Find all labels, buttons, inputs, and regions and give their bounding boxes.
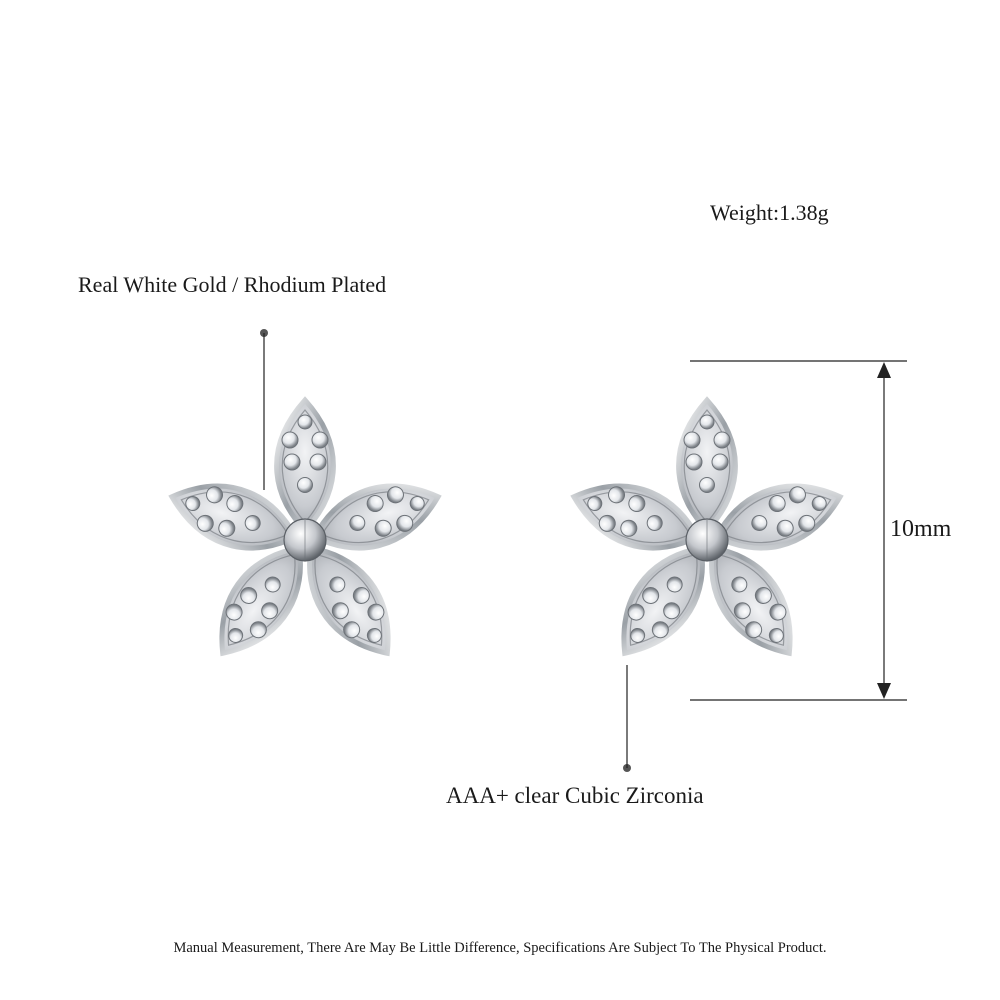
- arrow-down-icon: [877, 683, 891, 699]
- right-earring: [565, 400, 849, 670]
- stone-label: AAA+ clear Cubic Zirconia: [446, 783, 704, 808]
- left-earring: [163, 400, 447, 670]
- arrow-up-icon: [877, 362, 891, 378]
- material-label: Real White Gold / Rhodium Plated: [78, 272, 387, 297]
- stone-callout-line: [623, 665, 631, 772]
- size-label: 10mm: [890, 516, 952, 542]
- disclaimer-text: Manual Measurement, There Are May Be Little Difference, Specifications Are Subject To The Physical Product.: [173, 940, 827, 956]
- material-callout-line: [260, 329, 268, 490]
- weight-label: Weight:1.38g: [710, 200, 829, 225]
